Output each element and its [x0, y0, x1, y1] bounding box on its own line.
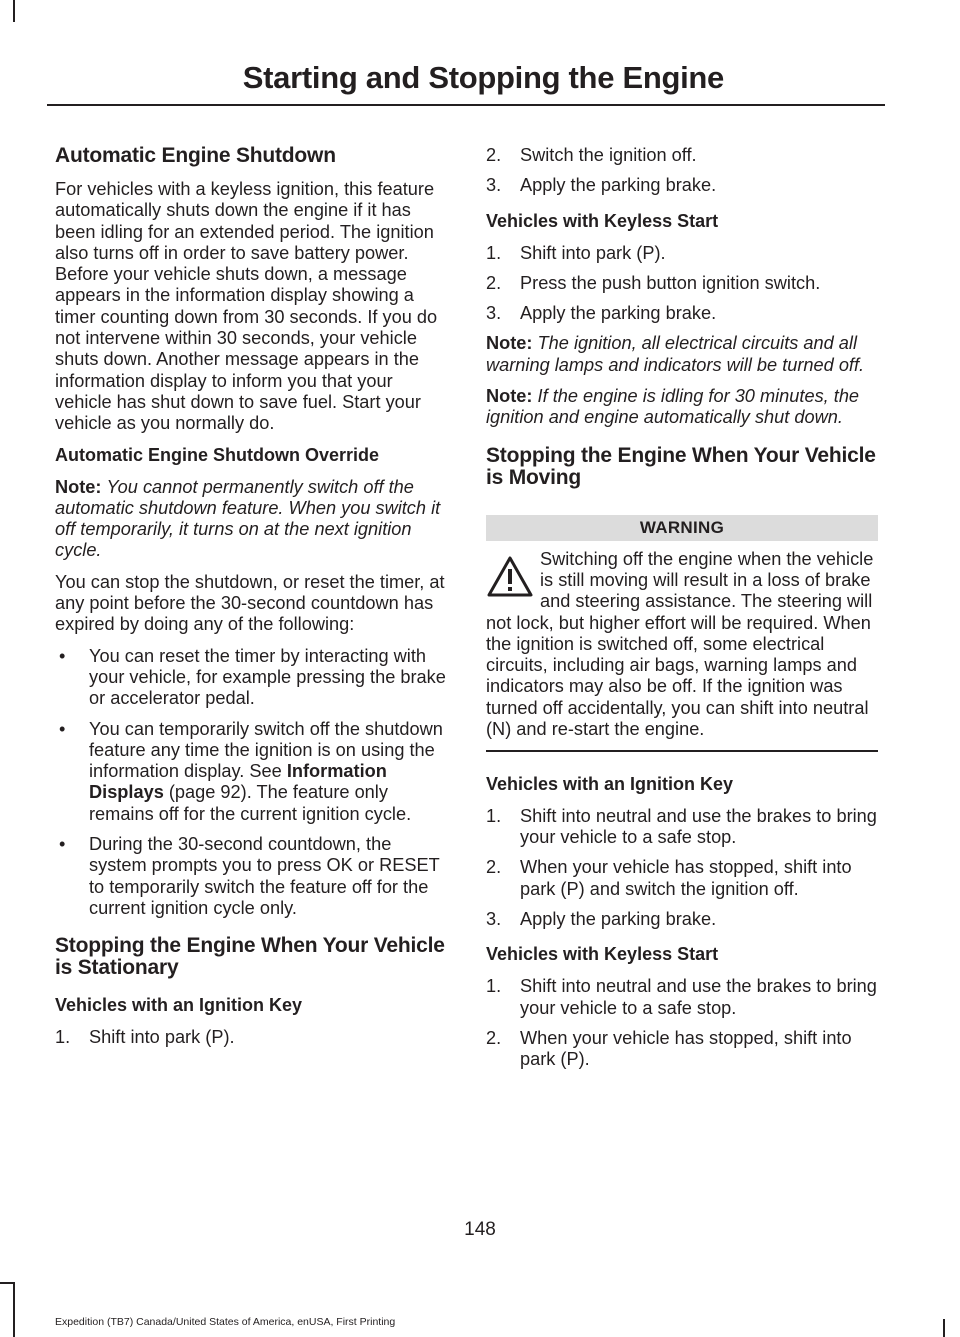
step-number: 2. [486, 145, 502, 165]
step-number: 2. [486, 272, 502, 293]
page-number: 148 [464, 1219, 496, 1240]
step-number: 1. [486, 976, 502, 997]
keyless-note-2 [486, 386, 878, 429]
override-bullet-list [55, 646, 447, 920]
information-displays-link[interactable]: Information Displays [89, 761, 387, 803]
step-text: Shift into neutral and use the brakes to bring your vehicle to a safe stop. [520, 976, 877, 1018]
list-item [486, 273, 878, 294]
bullet-icon: • [59, 834, 66, 855]
list-item [486, 303, 878, 324]
override-heading: Automatic Engine Shutdown Override [55, 444, 380, 465]
list-item [55, 834, 447, 919]
step-number: 2. [486, 1027, 502, 1048]
header-rule [47, 104, 885, 106]
crop-mark-bottom-left [13, 1282, 15, 1337]
note-label: Note: [55, 476, 102, 497]
list-item [55, 646, 447, 710]
step-number: 3. [486, 175, 502, 196]
warning-text: Switching off the engine when the vehicle is still moving will result in a loss of brake and steering assistance. The steering will not lock, but higher effort will be required. When the ignition is switched off, some electrical circuits, including air bags, warning lamps and indicators may also be off. If the ignition was turned off accidentally, you can shift into neutral (N) and re-start the engine. [486, 548, 874, 740]
shutdown-heading: Automatic Engine Shutdown [55, 144, 336, 167]
list-item [55, 1027, 447, 1048]
ignition-key-heading: Vehicles with an Ignition Key [55, 995, 303, 1016]
list-item [55, 719, 447, 825]
moving-key-heading: Vehicles with an Ignition Key [486, 773, 734, 794]
list-item [486, 1028, 878, 1071]
list-item [486, 145, 878, 166]
override-paragraph: You can stop the shutdown, or reset the timer, at any point before the 30-second countdown has expired by doing any of the following: [55, 571, 445, 635]
footer-text: Expedition (TB7) Canada/United States of America, enUSA, First Printing [55, 1316, 396, 1328]
bullet-icon: • [59, 645, 66, 666]
step-text: Shift into park (P). [520, 242, 666, 263]
list-item-text: During the 30-second countdown, the system prompts you to press OK or RESET to temporarily switch the feature off for the current ignition cycle only. [89, 834, 440, 918]
keyless-heading: Vehicles with Keyless Start [486, 210, 719, 231]
note-text: You cannot permanently switch off the automatic shutdown feature. When you switch it off temporarily, it turns on at the next ignition cycle. [55, 476, 441, 561]
step-number: 2. [486, 857, 502, 878]
warning-triangle-icon [486, 555, 534, 599]
list-item [486, 243, 878, 264]
note-text: If the engine is idling for 30 minutes, the ignition and engine automatically shut down. [486, 386, 860, 428]
moving-keyless-steps [486, 976, 878, 1070]
step-text: Press the push button ignition switch. [520, 272, 821, 293]
step-text: Shift into neutral and use the brakes to bring your vehicle to a safe stop. [520, 805, 877, 848]
stationary-heading: Stopping the Engine When Your Vehicle is Stationary [55, 934, 445, 980]
note-label: Note: [486, 386, 533, 407]
moving-keyless-heading: Vehicles with Keyless Start [486, 944, 719, 965]
step-number: 3. [486, 303, 502, 324]
step-number: 1. [55, 1027, 71, 1048]
list-item [486, 806, 878, 849]
list-item [486, 857, 878, 900]
list-item [486, 909, 878, 930]
step-number: 3. [486, 909, 502, 930]
step-text: Apply the parking brake. [520, 175, 717, 196]
crop-mark-top-left [13, 0, 15, 22]
moving-heading: Stopping the Engine When Your Vehicle is Moving [486, 443, 876, 489]
crop-mark-bottom-left-h [0, 1282, 14, 1284]
stationary-key-steps [55, 1027, 447, 1048]
list-item [486, 175, 878, 196]
step-text: Shift into park (P). [89, 1027, 235, 1048]
step-text: Apply the parking brake. [520, 303, 717, 324]
step-text: When your vehicle has stopped, shift into park (P). [520, 1027, 852, 1070]
step-number: 1. [486, 805, 502, 826]
shutdown-paragraph: For vehicles with a keyless ignition, this feature automatically shuts down the engine if it has been idling for an extended period. The ignition also turns off in order to save battery power. Before your vehicle shuts down, a message appears in the information display showing a timer counting down from 30 seconds. If you do not intervene within 30 seconds, your vehicle shuts down. Another message appears in the information display to inform you that your vehicle has shut down to save fuel. Start your vehicle as you normally do. [55, 179, 438, 434]
step-text: Apply the parking brake. [520, 909, 717, 930]
right-column [486, 145, 878, 1080]
keyless-note-1 [486, 333, 878, 376]
crop-mark-bottom-right [943, 1319, 945, 1337]
warning-title-bar: WARNING [486, 515, 878, 541]
bullet-icon: • [59, 718, 66, 739]
page-title: Starting and Stopping the Engine [242, 60, 724, 95]
list-item [486, 976, 878, 1019]
moving-key-steps [486, 806, 878, 930]
override-note [55, 477, 447, 562]
stationary-key-steps-continued [486, 145, 878, 197]
list-item-text-pre: You can temporarily switch off the shutdown feature any time the ignition is on using the information display. See [89, 718, 443, 782]
step-number: 1. [486, 242, 502, 263]
left-column [55, 145, 447, 1058]
list-item-text: You can reset the timer by interacting with your vehicle, for example pressing the brake or accelerator pedal. [89, 645, 446, 709]
keyless-steps [486, 243, 878, 325]
warning-box [486, 549, 878, 752]
note-text: The ignition, all electrical circuits and all warning lamps and indicators will be turned off. [486, 333, 865, 375]
warning-bottom-rule [486, 750, 878, 752]
step-text: Switch the ignition off. [520, 145, 697, 165]
list-item-text-post: (page 92). The feature only remains off for the current ignition cycle. [89, 782, 412, 824]
note-label: Note: [486, 333, 533, 354]
step-text: When your vehicle has stopped, shift into park (P) and switch the ignition off. [520, 857, 852, 899]
